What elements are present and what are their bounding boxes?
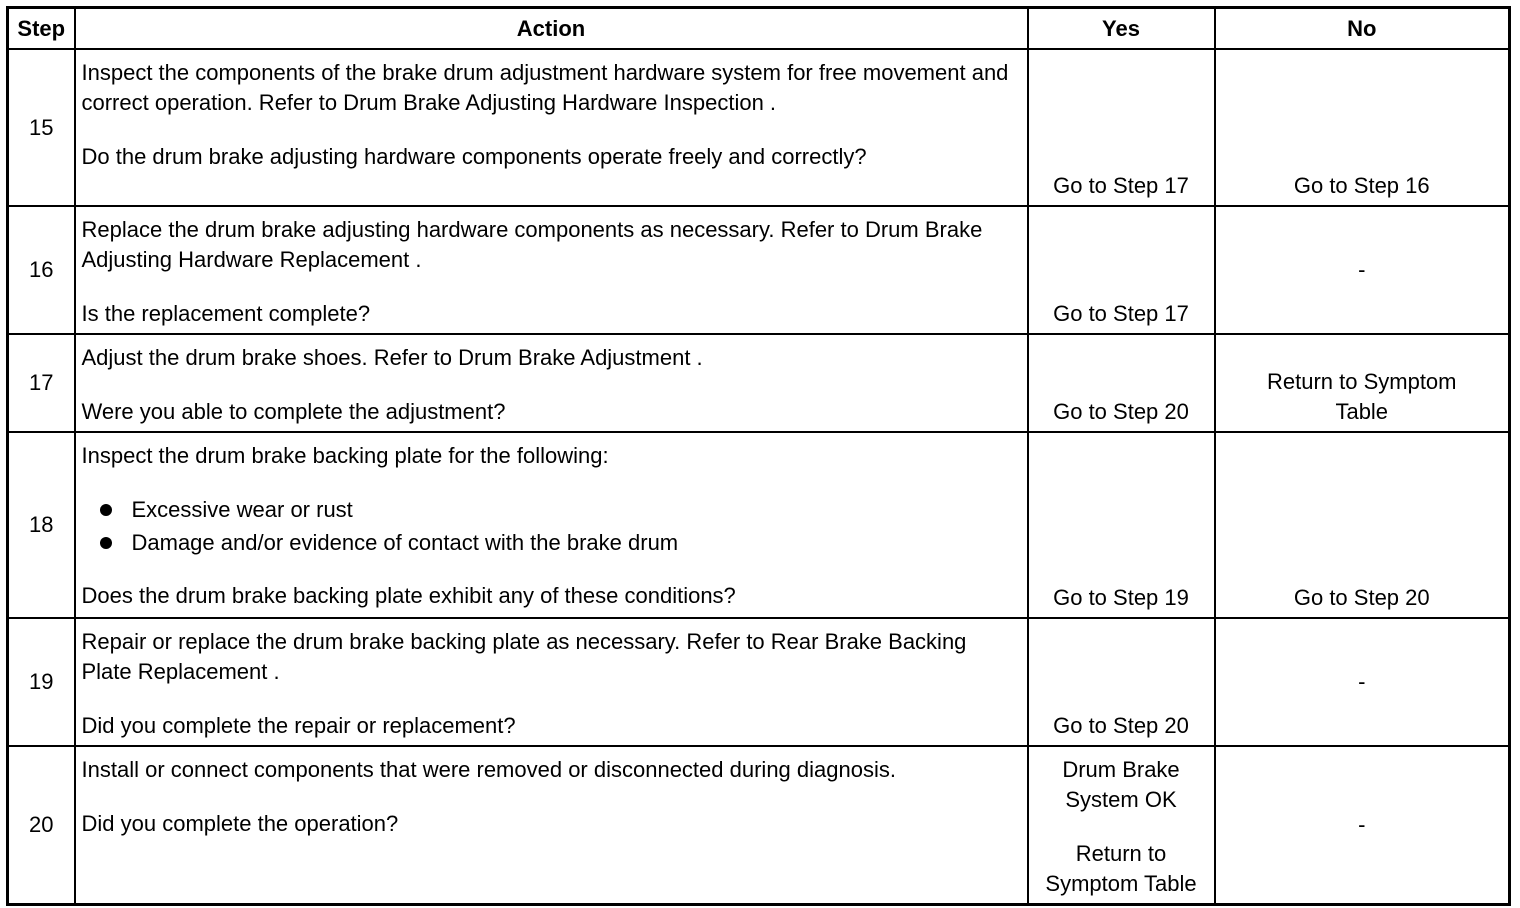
action-cell xyxy=(75,206,1028,334)
no-cell: Go to Step 16 xyxy=(1215,49,1510,206)
action-question: Is the replacement complete? xyxy=(81,301,371,326)
diagnostic-table xyxy=(6,6,1511,906)
list-item-text: Damage and/or evidence of contact with the brake drum xyxy=(131,530,679,555)
action-cell xyxy=(75,432,1028,618)
list-item xyxy=(100,495,1021,528)
yes-cell xyxy=(1028,746,1215,905)
step-number: 17 xyxy=(8,334,75,432)
condition-list xyxy=(82,495,1021,561)
action-question: Did you complete the repair or replacement? xyxy=(81,713,516,738)
action-instruction: Adjust the drum brake shoes. Refer to Drum Brake Adjustment . xyxy=(81,345,703,370)
step-number: 20 xyxy=(8,746,75,905)
no-cell: Return to Symptom Table xyxy=(1215,334,1510,432)
list-item-text: Excessive wear or rust xyxy=(131,497,353,522)
yes-result: Drum Brake System OK xyxy=(1062,757,1180,812)
bullet-icon xyxy=(100,537,112,549)
action-instruction: Inspect the drum brake backing plate for the following: xyxy=(81,443,609,468)
no-cell: - xyxy=(1215,746,1510,905)
table-row xyxy=(8,746,1510,905)
action-cell xyxy=(75,49,1028,206)
bullet-icon xyxy=(100,504,112,516)
step-number: 15 xyxy=(8,49,75,206)
no-cell: - xyxy=(1215,206,1510,334)
action-question: Does the drum brake backing plate exhibit any of these conditions? xyxy=(81,583,736,608)
action-question: Were you able to complete the adjustment? xyxy=(81,399,506,424)
yes-cell: Go to Step 17 xyxy=(1028,49,1215,206)
table-row xyxy=(8,618,1510,746)
yes-cell: Go to Step 19 xyxy=(1028,432,1215,618)
action-question: Did you complete the operation? xyxy=(81,811,399,836)
no-cell: Go to Step 20 xyxy=(1215,432,1510,618)
header-step: Step xyxy=(8,8,75,50)
action-instruction: Install or connect components that were removed or disconnected during diagnosis. xyxy=(81,757,896,782)
table-row xyxy=(8,432,1510,618)
header-yes: Yes xyxy=(1028,8,1215,50)
step-number: 18 xyxy=(8,432,75,618)
yes-cell: Go to Step 20 xyxy=(1028,334,1215,432)
step-number: 19 xyxy=(8,618,75,746)
header-row xyxy=(8,8,1510,50)
yes-cell: Go to Step 17 xyxy=(1028,206,1215,334)
action-instruction: Replace the drum brake adjusting hardware components as necessary. Refer to Drum Brake Adjusting Hardware Replacement . xyxy=(81,217,983,272)
header-action: Action xyxy=(75,8,1028,50)
table-row xyxy=(8,206,1510,334)
action-cell xyxy=(75,746,1028,905)
yes-cell: Go to Step 20 xyxy=(1028,618,1215,746)
action-cell xyxy=(75,334,1028,432)
action-instruction: Repair or replace the drum brake backing plate as necessary. Refer to Rear Brake Backing Plate Replacement . xyxy=(81,629,967,684)
action-cell xyxy=(75,618,1028,746)
header-no: No xyxy=(1215,8,1510,50)
action-instruction: Inspect the components of the brake drum adjustment hardware system for free movement and correct operation. Refer to Drum Brake Adjusting Hardware Inspection . xyxy=(81,60,1009,115)
table-row xyxy=(8,334,1510,432)
step-number: 16 xyxy=(8,206,75,334)
list-item xyxy=(100,528,1021,561)
no-cell: - xyxy=(1215,618,1510,746)
action-question: Do the drum brake adjusting hardware components operate freely and correctly? xyxy=(81,144,867,169)
table-row xyxy=(8,49,1510,206)
yes-result-alt: Return to Symptom Table xyxy=(1045,841,1197,896)
